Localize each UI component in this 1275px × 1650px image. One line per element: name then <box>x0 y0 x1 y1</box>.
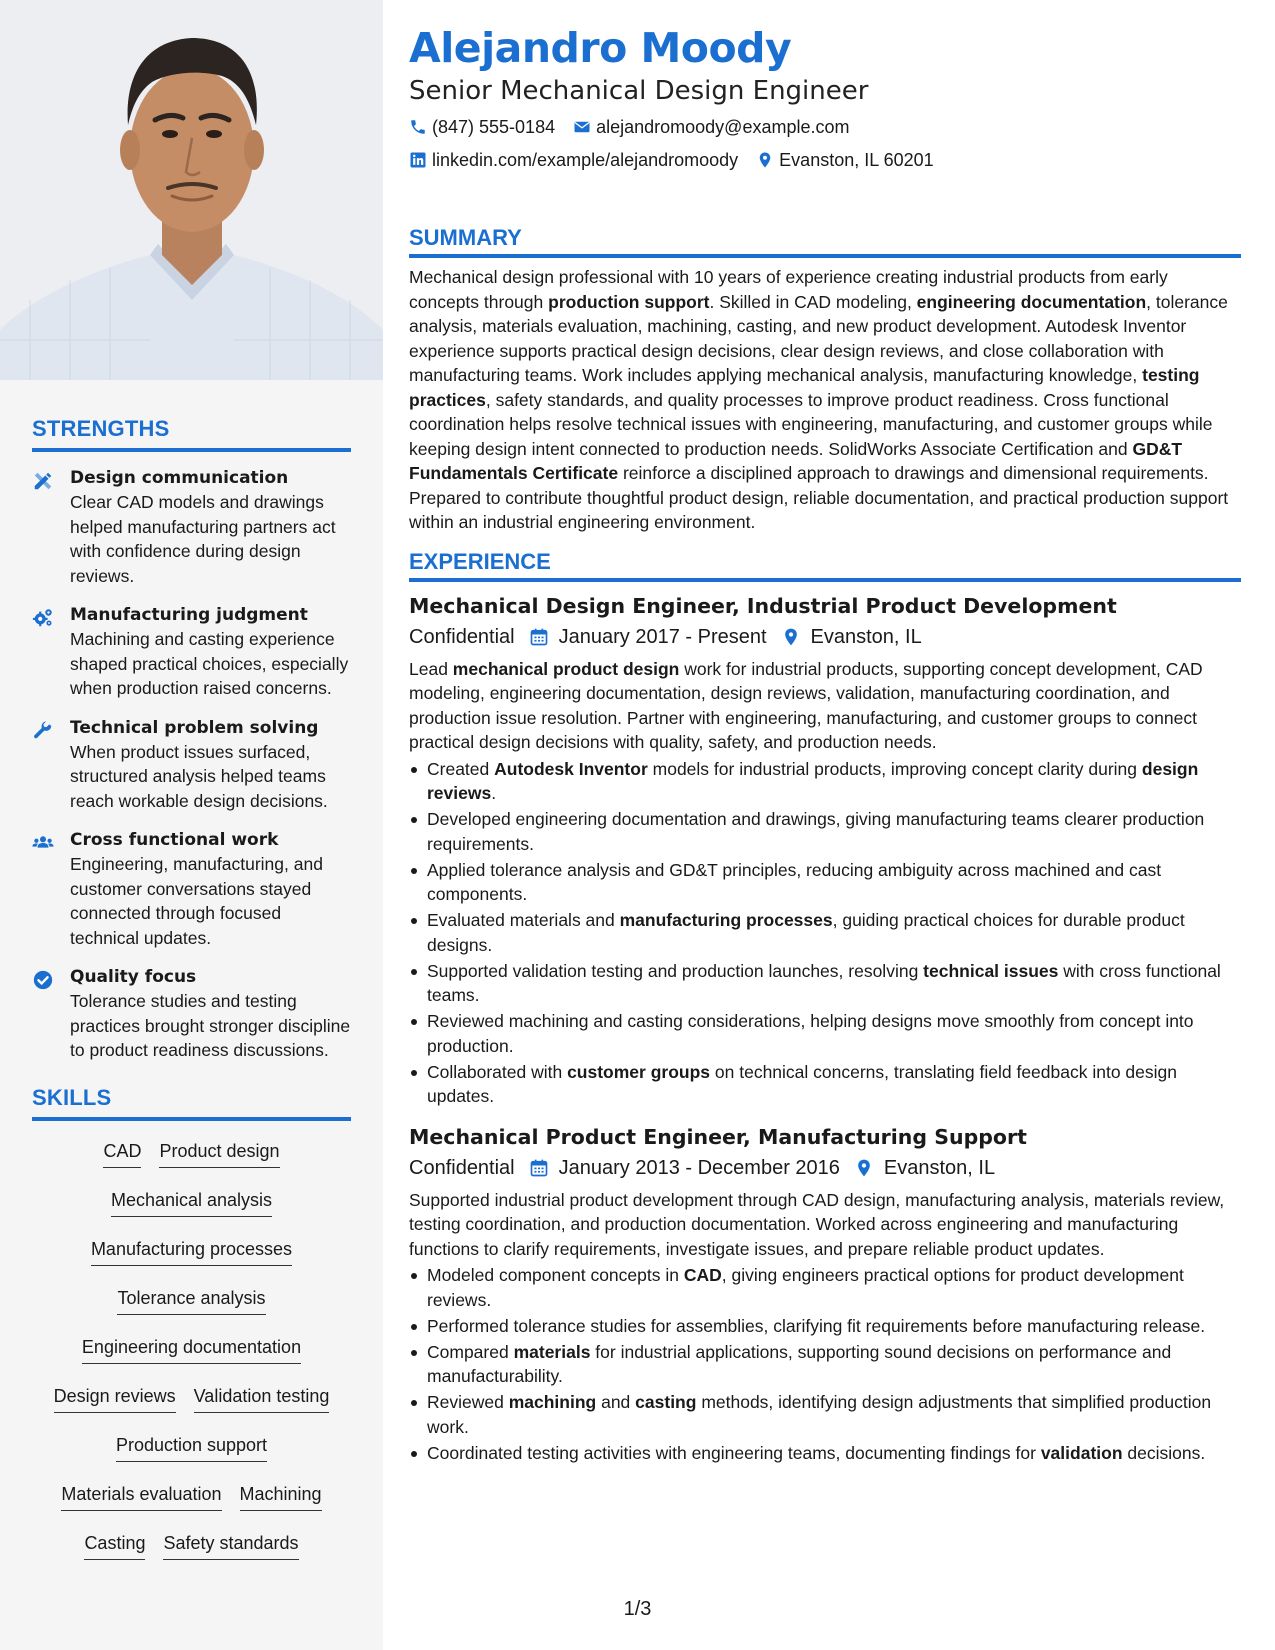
strength-desc: Engineering, manufacturing, and customer conversations stayed connected through focused technical updates. <box>70 854 323 948</box>
strength-item <box>32 603 351 701</box>
list-item <box>409 1009 1241 1058</box>
strength-desc: Clear CAD models and drawings helped manufacturing partners act with confidence during design reviews. <box>70 492 336 586</box>
text-span: Applied tolerance analysis and GD&T principles, reducing ambiguity across machined and cast components. <box>427 859 1162 904</box>
text-span: Reviewed <box>427 1392 509 1412</box>
text-span: decisions. <box>1122 1442 1206 1463</box>
linkedin-text: linkedin.com/example/alejandromoody <box>432 149 739 170</box>
phone-icon <box>409 118 427 136</box>
skill-tag: Safety standards <box>163 1531 298 1560</box>
gears-icon <box>32 603 70 629</box>
job-description <box>409 1188 1241 1262</box>
check-circle-icon <box>32 965 70 991</box>
location-contact <box>756 150 933 171</box>
strength-desc: Tolerance studies and testing practices brought stronger discipline to product readiness discussions. <box>70 991 351 1060</box>
map-pin-icon <box>781 627 801 647</box>
job-entry <box>409 1123 1241 1466</box>
text-span: Coordinated testing activities with engineering teams, documenting findings for <box>427 1442 1041 1463</box>
job-company: Confidential <box>409 625 515 648</box>
bold-text: Autodesk Inventor <box>494 758 648 779</box>
bold-text: materials <box>513 1341 591 1362</box>
list-item <box>409 757 1241 806</box>
text-span: Reviewed machining and casting considerations, helping designs move smoothly from concept into production. <box>427 1011 1194 1056</box>
phone-text: (847) 555-0184 <box>432 116 556 137</box>
text-span: on technical concerns, translating field feedback into design updates. <box>427 1061 1177 1106</box>
users-icon <box>32 828 70 854</box>
text-span: Evaluated materials and <box>427 910 620 930</box>
candidate-title: Senior Mechanical Design Engineer <box>409 76 869 106</box>
skill-tag: Design reviews <box>54 1384 176 1413</box>
text-span: with cross functional teams. <box>427 960 1221 1005</box>
page-number: 1/3 <box>623 1598 652 1620</box>
strength-desc: Machining and casting experience shaped practical choices, especially when production raised concerns. <box>70 629 349 698</box>
text-span: Modeled component concepts in <box>427 1265 684 1285</box>
map-pin-icon <box>854 1158 874 1178</box>
calendar-icon <box>529 627 549 647</box>
strength-title: Manufacturing judgment <box>70 605 308 625</box>
skill-tag: Engineering documentation <box>82 1335 301 1364</box>
summary-section <box>409 225 1241 535</box>
contact-row <box>409 147 1241 173</box>
text-span: for industrial applications, supporting sound decisions on performance and manufacturability. <box>427 1341 1172 1386</box>
strength-title: Quality focus <box>70 967 197 987</box>
job-description <box>409 657 1241 755</box>
list-item <box>409 959 1241 1008</box>
job-dates: January 2017 - Present <box>558 625 767 648</box>
bold-text: production support <box>548 291 710 312</box>
experience-section <box>409 549 1241 1466</box>
skill-tag: Tolerance analysis <box>117 1286 265 1315</box>
phone-contact <box>409 117 555 138</box>
list-item <box>409 908 1241 957</box>
text-span: Developed engineering documentation and drawings, giving manufacturing teams clearer production requirements. <box>427 809 1205 854</box>
job-company: Confidential <box>409 1156 515 1179</box>
sidebar <box>0 0 383 1650</box>
text-span: work for industrial products, supporting concept development, CAD modeling, engineering documentation, design reviews, validation, manufacturing coordination, and production issue resolution. Partner with engineering, manufacturing, and customer groups to connect practical design decisions with quality, safety, and production needs. <box>409 658 1203 752</box>
skill-tag: Materials evaluation <box>61 1482 221 1511</box>
job-bullets <box>409 1263 1241 1465</box>
list-item <box>409 807 1241 856</box>
main-content <box>409 22 1241 1467</box>
calendar-icon <box>529 1158 549 1178</box>
profile-photo <box>0 0 383 380</box>
text-span: . <box>491 783 497 803</box>
text-span: , tolerance analysis, materials evaluation, machining, casting, and new product development. Autodesk Inventor experience supports practical design decisions, clear design reviews, and close collaboration with manufacturing teams. Work includes applying mechanical analysis, manufacturing knowledge, <box>409 291 1228 385</box>
linkedin-icon <box>409 151 427 169</box>
text-span: and <box>596 1392 636 1412</box>
list-item <box>409 1263 1241 1312</box>
location-text: Evanston, IL 60201 <box>779 149 934 170</box>
text-span: , guiding practical choices for durable product designs. <box>427 910 1185 955</box>
text-span: Performed tolerance studies for assemblies, clarifying fit requirements before manufacturing release. <box>427 1315 1206 1336</box>
strength-item <box>32 828 351 950</box>
job-meta <box>409 624 1241 650</box>
text-span: methods, identifying design adjustments that simplified production work. <box>427 1392 1212 1437</box>
skills-heading: SKILLS <box>32 1085 351 1121</box>
job-entry <box>409 592 1241 1109</box>
candidate-name: Alejandro Moody <box>409 24 792 72</box>
contact-row <box>409 114 1241 140</box>
skill-tag: Machining <box>240 1482 322 1511</box>
list-item <box>409 1441 1241 1466</box>
skill-tag: Validation testing <box>194 1384 330 1413</box>
bold-text: machining <box>508 1392 597 1412</box>
text-span: models for industrial products, improving concept clarity during <box>647 758 1142 779</box>
strength-title: Cross functional work <box>70 830 279 850</box>
skill-tag: Production support <box>116 1433 267 1462</box>
summary-text <box>409 265 1241 535</box>
bold-text: casting <box>635 1392 697 1412</box>
bold-text: technical issues <box>923 960 1059 981</box>
portrait-image <box>0 0 383 380</box>
bold-text: testing practices <box>409 365 1200 410</box>
text-span: Compared <box>427 1341 514 1362</box>
strength-item <box>32 716 351 814</box>
job-meta <box>409 1155 1241 1181</box>
skill-tag: Casting <box>84 1531 145 1560</box>
bold-text: design reviews <box>427 758 1199 803</box>
bold-text: engineering documentation <box>916 291 1147 312</box>
email-icon <box>573 118 591 136</box>
experience-heading: EXPERIENCE <box>409 549 1241 582</box>
job-bullets <box>409 757 1241 1109</box>
pencil-ruler-icon <box>32 466 70 492</box>
wrench-icon <box>32 716 70 742</box>
strengths-heading: STRENGTHS <box>32 416 351 452</box>
text-span: Supported validation testing and production launches, resolving <box>427 960 924 981</box>
list-item <box>409 858 1241 907</box>
skill-tag: CAD <box>103 1139 141 1168</box>
bold-text: validation <box>1040 1442 1123 1463</box>
bold-text: GD&T Fundamentals Certificate <box>409 438 1183 483</box>
list-item <box>409 1314 1241 1339</box>
text-span: . Skilled in CAD modeling, <box>709 291 917 312</box>
job-location: Evanston, IL <box>883 1156 996 1179</box>
skill-tag: Manufacturing processes <box>91 1237 292 1266</box>
job-dates: January 2013 - December 2016 <box>558 1156 840 1179</box>
text-span: Supported industrial product development through CAD design, manufacturing analysis, materials review, testing coordination, and production documentation. Worked across engineering and manufacturing functions to clarify requirements, investigate issues, and prepare reliable product updates. <box>409 1189 1225 1259</box>
strength-title: Design communication <box>70 468 289 488</box>
list-item <box>409 1340 1241 1389</box>
list-item <box>409 1060 1241 1109</box>
bold-text: mechanical product design <box>452 658 680 679</box>
linkedin-contact[interactable] <box>409 150 738 171</box>
text-span: , safety standards, and quality processes to improve product readiness. Cross functional coordination helps resolve technical issues with engineering, manufacturing, and customer groups while keeping design intent connected to production needs. SolidWorks Associate Certification and <box>409 389 1213 459</box>
text-span: reinforce a disciplined approach to drawings and dimensional requirements. Prepared to contribute thoughtful product design, reliable documentation, and practical production support within an industrial engineering environment. <box>409 463 1229 532</box>
strength-item <box>32 466 351 588</box>
email-text: alejandromoody@example.com <box>596 116 850 137</box>
email-contact[interactable] <box>573 117 849 138</box>
text-span: Created <box>427 758 495 779</box>
skill-tag: Mechanical analysis <box>111 1188 272 1217</box>
bold-text: manufacturing processes <box>619 910 833 930</box>
text-span: Lead <box>409 658 453 679</box>
list-item <box>409 1390 1241 1439</box>
job-title: Mechanical Design Engineer, Industrial Product Development <box>409 593 1117 618</box>
map-pin-icon <box>756 151 774 169</box>
skills-list <box>32 1139 351 1580</box>
strengths-list <box>32 466 351 1063</box>
bold-text: customer groups <box>567 1061 711 1082</box>
job-location: Evanston, IL <box>810 625 922 648</box>
text-span: Mechanical design professional with 10 years of experience creating industrial products from early concepts through <box>409 267 1168 312</box>
bold-text: CAD <box>683 1265 722 1285</box>
strength-item <box>32 965 351 1063</box>
text-span: Collaborated with <box>427 1061 568 1082</box>
strength-title: Technical problem solving <box>70 717 319 738</box>
summary-heading: SUMMARY <box>409 225 1241 258</box>
job-title: Mechanical Product Engineer, Manufacturing Support <box>409 1124 1027 1149</box>
skill-tag: Product design <box>159 1139 279 1168</box>
text-span: , giving engineers practical options for product development reviews. <box>427 1265 1184 1310</box>
strength-desc: When product issues surfaced, structured analysis helped teams reach workable design decisions. <box>70 741 328 811</box>
